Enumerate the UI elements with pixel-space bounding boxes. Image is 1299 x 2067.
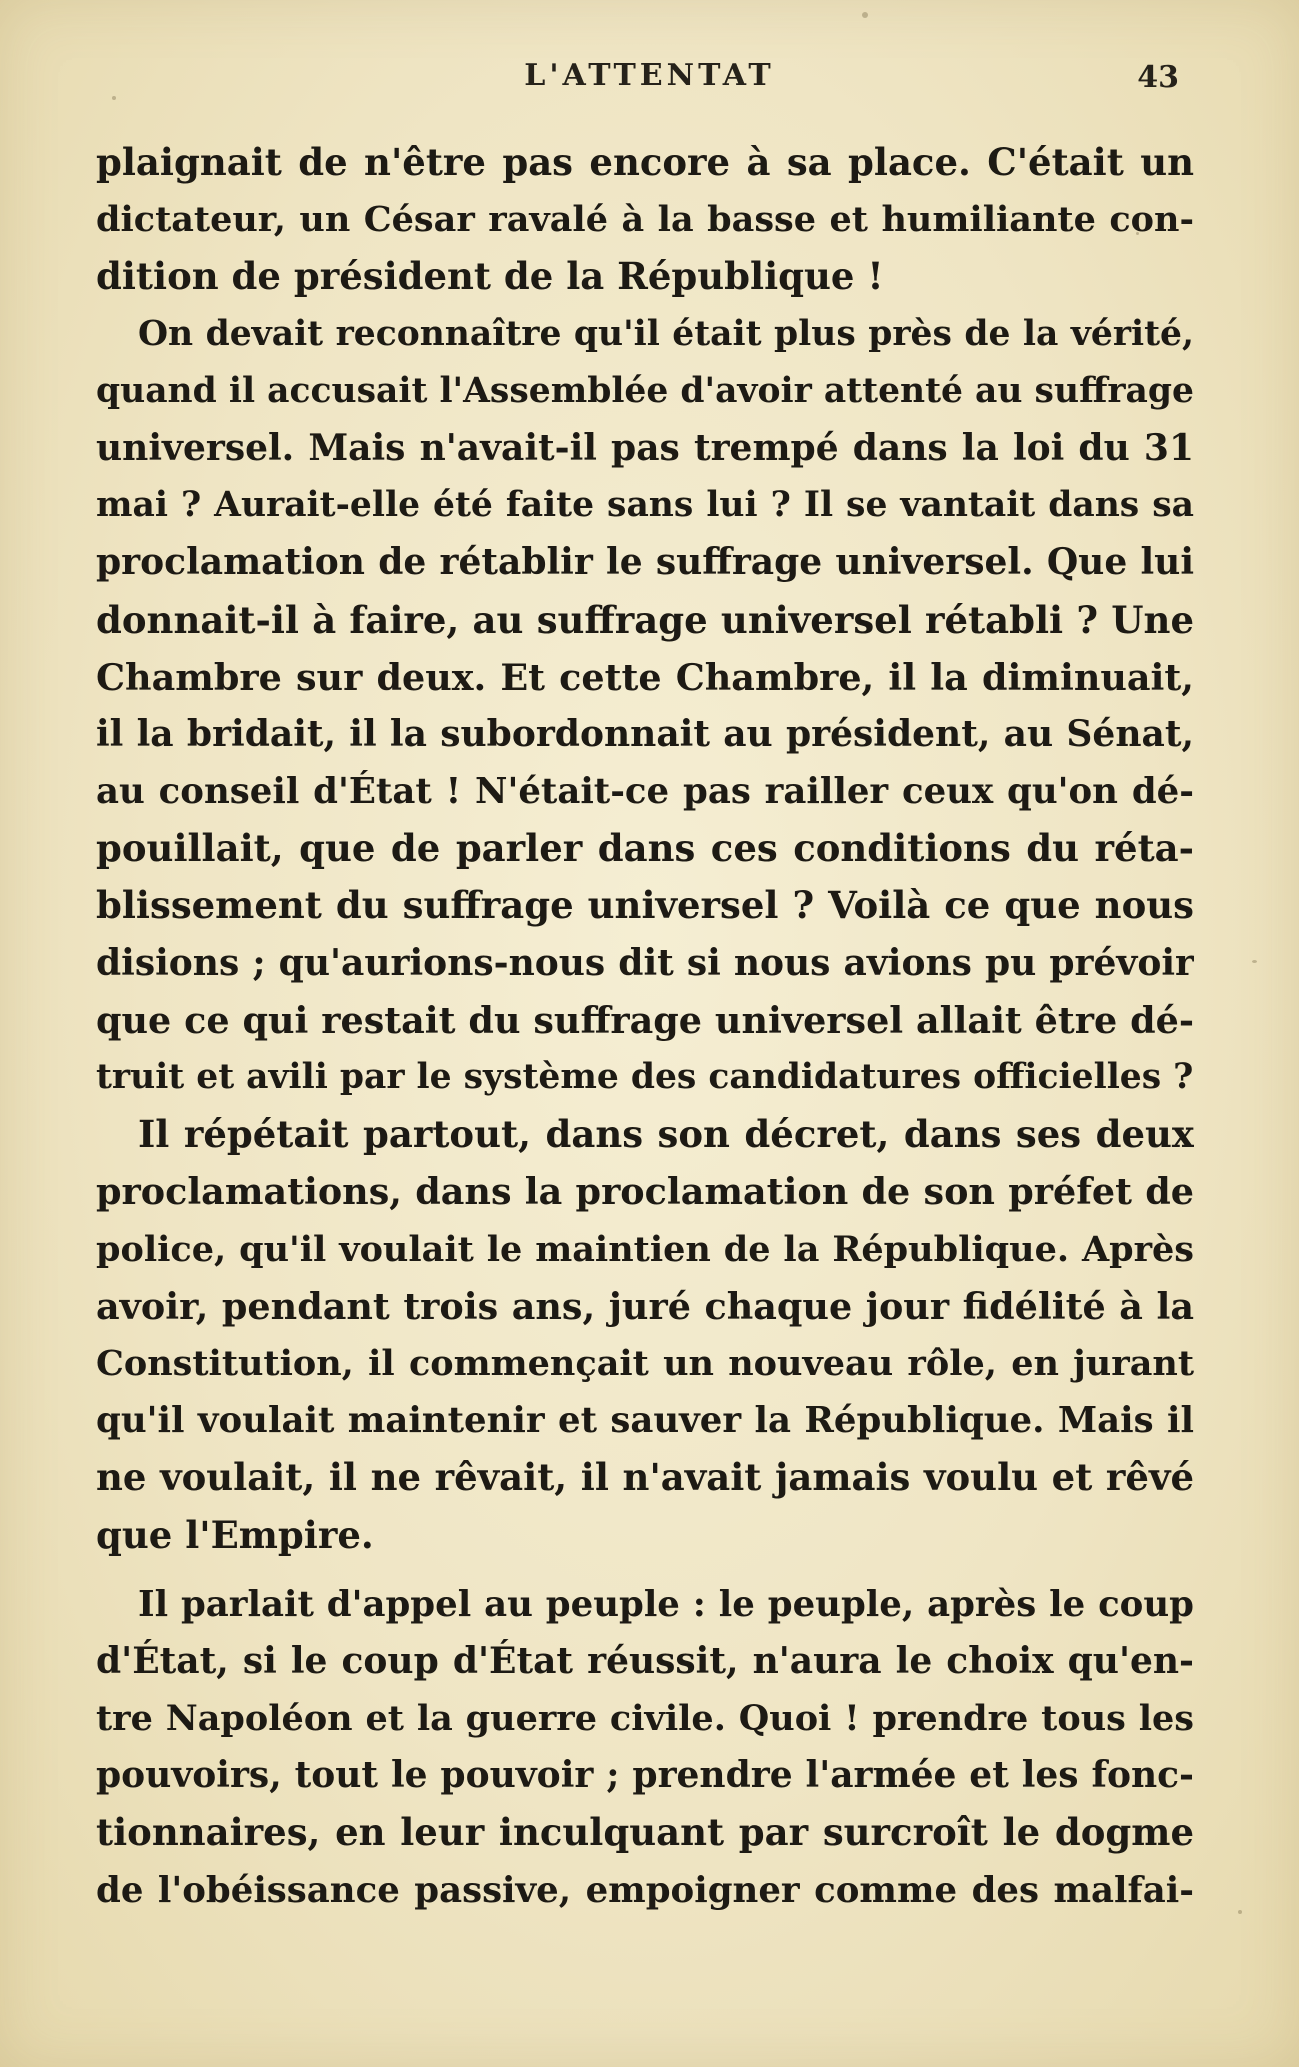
text-line: universel. Mais n'avait-il pas trempé dans la loi du 31 [96, 426, 1194, 469]
text-line: tionnaires, en leur inculquant par surcroît le dogme [96, 1810, 1194, 1855]
text-line: il la bridait, il la subordonnait au président, au Sénat, [96, 712, 1194, 755]
page-number: 43 [1137, 60, 1179, 95]
paper-speck [1238, 1910, 1242, 1914]
running-head [0, 58, 1299, 108]
text-line: Il répétait partout, dans son décret, dans ses deux [138, 1112, 1194, 1157]
text-line: truit et avili par le système des candidatures officielles ? [96, 1057, 1194, 1097]
text-line: dictateur, un César ravalé à la basse et humiliante con- [96, 199, 1194, 241]
text-line: quand il accusait l'Assemblée d'avoir attenté au suffrage [96, 370, 1194, 411]
text-line: Il parlait d'appel au peuple : le peuple, après le coup [138, 1583, 1194, 1625]
text-line: donnait-il à faire, au suffrage universel rétabli ? Une [96, 597, 1194, 642]
text-line: tre Napoléon et la guerre civile. Quoi ! prendre tous les [96, 1698, 1194, 1740]
paper-speck [112, 96, 116, 100]
text-line: dition de président de la République ! [96, 254, 884, 299]
text-line: avoir, pendant trois ans, juré chaque jour fidélité à la [96, 1284, 1194, 1328]
text-line: pouillait, que de parler dans ces conditions du réta- [96, 826, 1194, 871]
text-line: Constitution, il commençait un nouveau rôle, en jurant [96, 1342, 1194, 1384]
text-line: de l'obéissance passive, empoigner comme des malfai- [96, 1869, 1194, 1911]
text-line: qu'il voulait maintenir et sauver la République. Mais il [96, 1400, 1194, 1442]
text-line: proclamations, dans la proclamation de son préfet de [96, 1170, 1194, 1214]
text-line: police, qu'il voulait le maintien de la République. Après [96, 1228, 1194, 1270]
text-line: d'État, si le coup d'État réussit, n'aura le choix qu'en- [96, 1639, 1194, 1682]
text-line: que ce qui restait du suffrage universel allait être dé- [96, 998, 1194, 1042]
body-text [96, 134, 1194, 1919]
text-line: au conseil d'État ! N'était-ce pas railler ceux qu'on dé- [96, 771, 1194, 813]
text-line: Chambre sur deux. Et cette Chambre, il la diminuait, [96, 655, 1194, 699]
text-line: On devait reconnaître qu'il était plus près de la vérité, [138, 313, 1194, 354]
text-line: que l'Empire. [96, 1512, 374, 1557]
paper-speck [1252, 960, 1257, 963]
text-line: ne voulait, il ne rêvait, il n'avait jamais voulu et rêvé [96, 1455, 1194, 1500]
text-line: disions ; qu'aurions-nous dit si nous avions pu prévoir [96, 941, 1194, 984]
text-line: blissement du suffrage universel ? Voilà ce que nous [96, 883, 1194, 928]
text-line: plaignait de n'être pas encore à sa place. C'était un [96, 140, 1194, 184]
paper-speck [862, 12, 868, 18]
running-title: L'ATTENTAT [524, 58, 775, 93]
text-line: proclamation de rétablir le suffrage universel. Que lui [96, 541, 1194, 584]
paper-speck [1136, 232, 1139, 235]
text-line: pouvoirs, tout le pouvoir ; prendre l'armée et les fonc- [96, 1754, 1194, 1797]
text-line: mai ? Aurait-elle été faite sans lui ? Il se vantait dans sa [96, 485, 1194, 526]
